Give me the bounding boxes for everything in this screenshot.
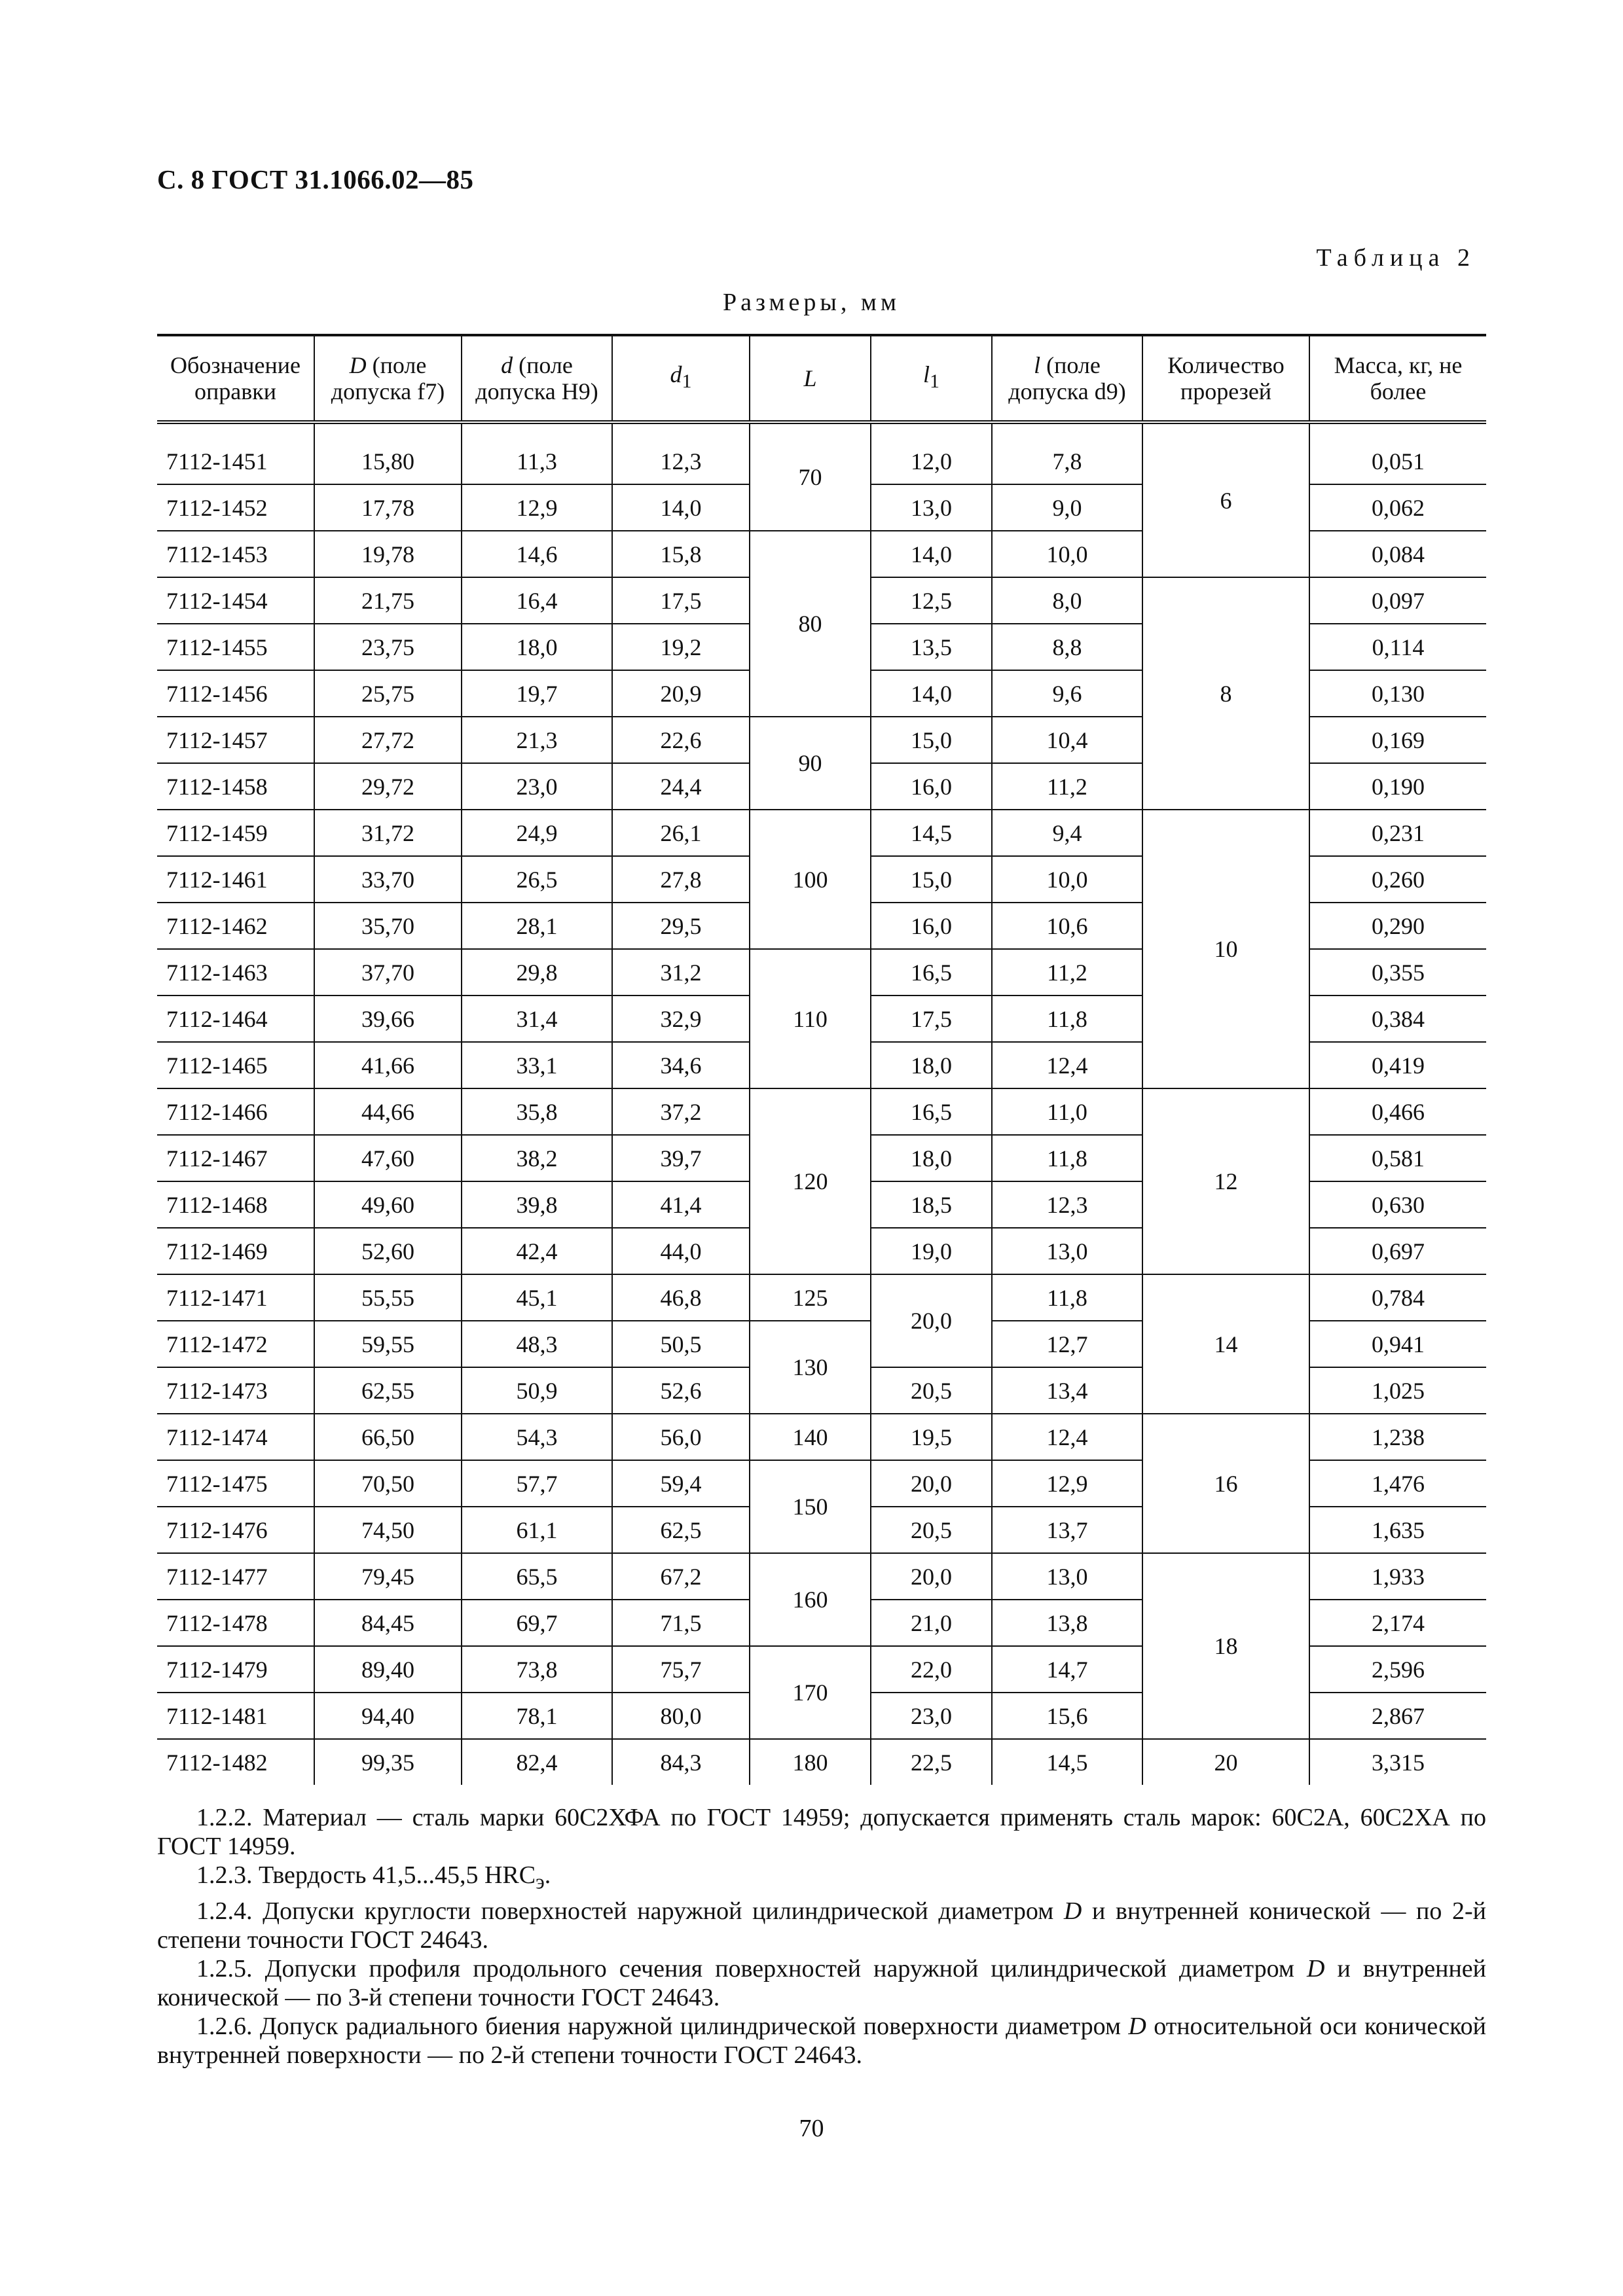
cell-d1: 56,0: [612, 1414, 750, 1460]
cell-code: 7112-1479: [157, 1646, 314, 1693]
cell-d1: 34,6: [612, 1042, 750, 1088]
cell-d1: 84,3: [612, 1739, 750, 1785]
cell-d: 50,9: [462, 1367, 612, 1414]
cell-D: 25,75: [314, 670, 462, 717]
cell-d1: 39,7: [612, 1135, 750, 1181]
cell-l1: 13,5: [871, 624, 992, 670]
cell-l: 10,0: [992, 856, 1142, 903]
cell-l1: 18,5: [871, 1181, 992, 1228]
column-header-1: [314, 335, 462, 422]
cell-d1: 67,2: [612, 1553, 750, 1600]
cell-mass: 3,315: [1309, 1739, 1486, 1785]
cell-L: 140: [750, 1414, 871, 1460]
cell-L: 70: [750, 422, 871, 531]
cell-l: 9,4: [992, 810, 1142, 856]
cell-l: 10,6: [992, 903, 1142, 949]
column-header-0: [157, 335, 314, 422]
cell-l: 15,6: [992, 1693, 1142, 1739]
cell-l: 11,0: [992, 1088, 1142, 1135]
cell-l1: 18,0: [871, 1135, 992, 1181]
cell-l1: 16,5: [871, 949, 992, 996]
cell-D: 37,70: [314, 949, 462, 996]
cell-l: 14,5: [992, 1739, 1142, 1785]
cell-L: 80: [750, 531, 871, 717]
cell-D: 15,80: [314, 422, 462, 484]
cell-mass: 0,419: [1309, 1042, 1486, 1088]
cell-mass: 0,290: [1309, 903, 1486, 949]
cell-l: 9,6: [992, 670, 1142, 717]
cell-D: 62,55: [314, 1367, 462, 1414]
cell-l1: 21,0: [871, 1600, 992, 1646]
cell-l: 11,8: [992, 996, 1142, 1042]
column-header-symbol: d: [670, 361, 682, 388]
cell-mass: 0,190: [1309, 763, 1486, 810]
page-number: 70: [799, 2115, 824, 2142]
cell-l1: 22,0: [871, 1646, 992, 1693]
cell-slots: 6: [1142, 422, 1309, 577]
paragraph: 1.2.3. Твердость 41,5...45,5 $HRC_э$.: [196, 1861, 551, 1893]
cell-code: 7112-1474: [157, 1414, 314, 1460]
cell-code: 7112-1459: [157, 810, 314, 856]
paragraph: 1.2.2. Материал — сталь марки 60С2ХФА по ГОСТ 14959; допускается применять сталь марок: 60С2А, 60С2ХА по ГОСТ 14959.: [157, 1804, 1486, 1860]
cell-d: 26,5: [462, 856, 612, 903]
cell-mass: 0,062: [1309, 484, 1486, 531]
cell-d: 11,3: [462, 422, 612, 484]
cell-d1: 71,5: [612, 1600, 750, 1646]
cell-l1: 15,0: [871, 856, 992, 903]
cell-code: 7112-1454: [157, 577, 314, 624]
table-caption: Таблица 2: [1316, 244, 1476, 272]
cell-d1: 32,9: [612, 996, 750, 1042]
cell-code: 7112-1475: [157, 1460, 314, 1507]
cell-mass: 2,867: [1309, 1693, 1486, 1739]
cell-code: 7112-1464: [157, 996, 314, 1042]
cell-D: 94,40: [314, 1693, 462, 1739]
cell-d: 33,1: [462, 1042, 612, 1088]
dimensions-table: [157, 334, 1486, 1785]
cell-mass: 1,933: [1309, 1553, 1486, 1600]
table-header-row: [157, 335, 1486, 422]
cell-L: 180: [750, 1739, 871, 1785]
cell-D: 17,78: [314, 484, 462, 531]
cell-d1: 24,4: [612, 763, 750, 810]
cell-mass: 0,697: [1309, 1228, 1486, 1274]
cell-l1: 22,5: [871, 1739, 992, 1785]
cell-code: 7112-1472: [157, 1321, 314, 1367]
cell-D: 47,60: [314, 1135, 462, 1181]
cell-code: 7112-1458: [157, 763, 314, 810]
cell-d1: 22,6: [612, 717, 750, 763]
table-row: [157, 1088, 1486, 1135]
cell-l: 9,0: [992, 484, 1142, 531]
cell-mass: 1,635: [1309, 1507, 1486, 1553]
cell-d1: 75,7: [612, 1646, 750, 1693]
cell-l1: 16,0: [871, 763, 992, 810]
column-header-subscript: 1: [930, 370, 939, 393]
cell-mass: 0,581: [1309, 1135, 1486, 1181]
cell-d1: 20,9: [612, 670, 750, 717]
cell-l: 13,0: [992, 1553, 1142, 1600]
column-header-4: [750, 335, 871, 422]
cell-d1: 44,0: [612, 1228, 750, 1274]
table-row: [157, 1739, 1486, 1785]
cell-l1: 19,0: [871, 1228, 992, 1274]
column-header-label: Обозначение оправки: [170, 352, 301, 404]
cell-d1: 14,0: [612, 484, 750, 531]
cell-code: 7112-1473: [157, 1367, 314, 1414]
cell-l: 8,8: [992, 624, 1142, 670]
cell-mass: 2,174: [1309, 1600, 1486, 1646]
cell-l1: 12,5: [871, 577, 992, 624]
cell-d: 61,1: [462, 1507, 612, 1553]
column-header-label: Количество прорезей: [1167, 352, 1285, 404]
cell-l: 13,0: [992, 1228, 1142, 1274]
cell-l1: 12,0: [871, 422, 992, 484]
cell-D: 49,60: [314, 1181, 462, 1228]
cell-code: 7112-1452: [157, 484, 314, 531]
cell-d: 28,1: [462, 903, 612, 949]
cell-code: 7112-1469: [157, 1228, 314, 1274]
cell-code: 7112-1468: [157, 1181, 314, 1228]
column-header-symbol: D: [349, 352, 367, 378]
cell-mass: 0,130: [1309, 670, 1486, 717]
cell-d: 54,3: [462, 1414, 612, 1460]
cell-l1: 14,0: [871, 531, 992, 577]
cell-code: 7112-1478: [157, 1600, 314, 1646]
cell-L: 120: [750, 1088, 871, 1274]
cell-slots: 18: [1142, 1553, 1309, 1739]
cell-L: 90: [750, 717, 871, 810]
cell-d: 23,0: [462, 763, 612, 810]
cell-d: 73,8: [462, 1646, 612, 1693]
cell-l1: 20,0: [871, 1274, 992, 1367]
cell-D: 29,72: [314, 763, 462, 810]
cell-code: 7112-1456: [157, 670, 314, 717]
dimensions-table-wrap: [157, 334, 1486, 1785]
cell-slots: 16: [1142, 1414, 1309, 1553]
cell-mass: 0,084: [1309, 531, 1486, 577]
cell-d: 14,6: [462, 531, 612, 577]
cell-l1: 13,0: [871, 484, 992, 531]
cell-D: 23,75: [314, 624, 462, 670]
cell-l: 12,7: [992, 1321, 1142, 1367]
cell-d: 57,7: [462, 1460, 612, 1507]
cell-code: 7112-1463: [157, 949, 314, 996]
cell-slots: 14: [1142, 1274, 1309, 1414]
cell-code: 7112-1476: [157, 1507, 314, 1553]
cell-code: 7112-1471: [157, 1274, 314, 1321]
cell-d: 31,4: [462, 996, 612, 1042]
cell-d: 35,8: [462, 1088, 612, 1135]
cell-l1: 20,0: [871, 1553, 992, 1600]
table-body: [157, 422, 1486, 1785]
cell-code: 7112-1477: [157, 1553, 314, 1600]
cell-D: 39,66: [314, 996, 462, 1042]
cell-l: 11,2: [992, 949, 1142, 996]
cell-D: 33,70: [314, 856, 462, 903]
paragraph: 1.2.4. Допуски круглости поверхностей наружной цилиндрической диаметром D и внутренней конической — по 2-й степени точности ГОСТ 24643.: [157, 1897, 1486, 1954]
cell-d1: 46,8: [612, 1274, 750, 1321]
table-row: [157, 1553, 1486, 1600]
cell-d1: 37,2: [612, 1088, 750, 1135]
cell-D: 31,72: [314, 810, 462, 856]
table-row: [157, 1414, 1486, 1460]
column-header-6: [992, 335, 1142, 422]
cell-D: 89,40: [314, 1646, 462, 1693]
cell-code: 7112-1462: [157, 903, 314, 949]
cell-l: 10,4: [992, 717, 1142, 763]
cell-d1: 62,5: [612, 1507, 750, 1553]
cell-code: 7112-1455: [157, 624, 314, 670]
cell-d1: 26,1: [612, 810, 750, 856]
cell-l: 8,0: [992, 577, 1142, 624]
cell-d1: 29,5: [612, 903, 750, 949]
cell-l: 7,8: [992, 422, 1142, 484]
column-header-symbol: l: [922, 361, 930, 388]
cell-mass: 1,476: [1309, 1460, 1486, 1507]
body-text: [157, 1803, 1486, 2070]
cell-code: 7112-1465: [157, 1042, 314, 1088]
column-header-7: [1142, 335, 1309, 422]
cell-L: 170: [750, 1646, 871, 1739]
cell-d: 12,9: [462, 484, 612, 531]
cell-D: 70,50: [314, 1460, 462, 1507]
cell-code: 7112-1481: [157, 1693, 314, 1739]
cell-l1: 16,0: [871, 903, 992, 949]
cell-l1: 20,5: [871, 1367, 992, 1414]
cell-D: 35,70: [314, 903, 462, 949]
column-header-label: Масса, кг, не более: [1334, 352, 1463, 404]
cell-L: 160: [750, 1553, 871, 1646]
cell-L: 130: [750, 1321, 871, 1414]
cell-d1: 27,8: [612, 856, 750, 903]
page-header: С. 8 ГОСТ 31.1066.02—85: [157, 164, 474, 194]
cell-l: 13,8: [992, 1600, 1142, 1646]
cell-l: 12,4: [992, 1042, 1142, 1088]
cell-l: 13,7: [992, 1507, 1142, 1553]
cell-l1: 15,0: [871, 717, 992, 763]
cell-d: 21,3: [462, 717, 612, 763]
cell-mass: 1,025: [1309, 1367, 1486, 1414]
cell-L: 110: [750, 949, 871, 1088]
cell-l: 14,7: [992, 1646, 1142, 1693]
table-head: [157, 335, 1486, 422]
cell-code: 7112-1461: [157, 856, 314, 903]
cell-L: 100: [750, 810, 871, 949]
cell-d: 19,7: [462, 670, 612, 717]
cell-d1: 31,2: [612, 949, 750, 996]
column-header-symbol: d: [501, 352, 513, 378]
cell-mass: 0,630: [1309, 1181, 1486, 1228]
cell-l1: 18,0: [871, 1042, 992, 1088]
cell-d: 24,9: [462, 810, 612, 856]
cell-d1: 80,0: [612, 1693, 750, 1739]
cell-l1: 14,0: [871, 670, 992, 717]
cell-l1: 20,0: [871, 1460, 992, 1507]
cell-l: 11,8: [992, 1274, 1142, 1321]
cell-D: 19,78: [314, 531, 462, 577]
table-row: [157, 1274, 1486, 1321]
column-header-2: [462, 335, 612, 422]
cell-D: 66,50: [314, 1414, 462, 1460]
cell-mass: 0,941: [1309, 1321, 1486, 1367]
column-header-note: (поле допуска H9): [475, 352, 598, 404]
paragraph: 1.2.6. Допуск радиального биения наружной цилиндрической поверхности диаметром D относительной оси конической внутренней поверхности — по 2-й степени точности ГОСТ 24643.: [157, 2012, 1486, 2069]
cell-d1: 19,2: [612, 624, 750, 670]
cell-D: 21,75: [314, 577, 462, 624]
cell-D: 59,55: [314, 1321, 462, 1367]
cell-l1: 16,5: [871, 1088, 992, 1135]
cell-mass: 0,384: [1309, 996, 1486, 1042]
cell-l: 10,0: [992, 531, 1142, 577]
cell-mass: 2,596: [1309, 1646, 1486, 1693]
cell-mass: 0,051: [1309, 422, 1486, 484]
cell-D: 79,45: [314, 1553, 462, 1600]
cell-d: 48,3: [462, 1321, 612, 1367]
cell-mass: 0,260: [1309, 856, 1486, 903]
cell-d: 82,4: [462, 1739, 612, 1785]
table-row: [157, 810, 1486, 856]
cell-l: 12,4: [992, 1414, 1142, 1460]
column-header-8: [1309, 335, 1486, 422]
units-caption: Размеры, мм: [722, 289, 900, 316]
cell-d: 29,8: [462, 949, 612, 996]
cell-mass: 0,231: [1309, 810, 1486, 856]
column-header-symbol: l: [1034, 352, 1041, 378]
cell-d1: 17,5: [612, 577, 750, 624]
cell-l: 11,8: [992, 1135, 1142, 1181]
cell-d1: 15,8: [612, 531, 750, 577]
cell-l1: 20,5: [871, 1507, 992, 1553]
cell-l: 12,9: [992, 1460, 1142, 1507]
cell-D: 55,55: [314, 1274, 462, 1321]
cell-l1: 14,5: [871, 810, 992, 856]
cell-slots: 10: [1142, 810, 1309, 1088]
cell-L: 150: [750, 1460, 871, 1553]
cell-D: 27,72: [314, 717, 462, 763]
cell-D: 41,66: [314, 1042, 462, 1088]
column-header-3: [612, 335, 750, 422]
cell-L: 125: [750, 1274, 871, 1321]
column-header-subscript: 1: [682, 370, 692, 393]
column-header-5: [871, 335, 992, 422]
cell-code: 7112-1467: [157, 1135, 314, 1181]
column-header-note: (поле допуска d9): [1008, 352, 1126, 404]
cell-code: 7112-1457: [157, 717, 314, 763]
cell-code: 7112-1466: [157, 1088, 314, 1135]
table-row: [157, 422, 1486, 484]
cell-d: 45,1: [462, 1274, 612, 1321]
cell-d: 39,8: [462, 1181, 612, 1228]
cell-l: 11,2: [992, 763, 1142, 810]
cell-slots: 20: [1142, 1739, 1309, 1785]
cell-mass: 0,169: [1309, 717, 1486, 763]
column-header-symbol: L: [803, 365, 817, 391]
cell-d: 18,0: [462, 624, 612, 670]
cell-D: 99,35: [314, 1739, 462, 1785]
cell-D: 84,45: [314, 1600, 462, 1646]
cell-l1: 17,5: [871, 996, 992, 1042]
cell-code: 7112-1453: [157, 531, 314, 577]
cell-slots: 12: [1142, 1088, 1309, 1274]
cell-mass: 0,114: [1309, 624, 1486, 670]
cell-d1: 59,4: [612, 1460, 750, 1507]
cell-mass: 0,355: [1309, 949, 1486, 996]
cell-l1: 23,0: [871, 1693, 992, 1739]
cell-d: 38,2: [462, 1135, 612, 1181]
cell-mass: 0,466: [1309, 1088, 1486, 1135]
paragraph: 1.2.5. Допуски профиля продольного сечения поверхностей наружной цилиндрической диаметром D и внутренней конической — по 3-й степени точности ГОСТ 24643.: [157, 1954, 1486, 2011]
cell-l1: 19,5: [871, 1414, 992, 1460]
cell-mass: 0,097: [1309, 577, 1486, 624]
cell-d: 78,1: [462, 1693, 612, 1739]
cell-slots: 8: [1142, 577, 1309, 810]
cell-d: 65,5: [462, 1553, 612, 1600]
cell-l: 13,4: [992, 1367, 1142, 1414]
column-header-note: (поле допуска f7): [331, 352, 445, 404]
cell-D: 52,60: [314, 1228, 462, 1274]
cell-code: 7112-1451: [166, 448, 268, 475]
cell-d: 69,7: [462, 1600, 612, 1646]
cell-d: 42,4: [462, 1228, 612, 1274]
cell-code: 7112-1482: [157, 1739, 314, 1785]
cell-d1: 50,5: [612, 1321, 750, 1367]
cell-mass: 0,784: [1309, 1274, 1486, 1321]
cell-D: 44,66: [314, 1088, 462, 1135]
cell-d1: 52,6: [612, 1367, 750, 1414]
cell-mass: 1,238: [1309, 1414, 1486, 1460]
cell-d1: 12,3: [612, 422, 750, 484]
cell-l: 12,3: [992, 1181, 1142, 1228]
cell-D: 74,50: [314, 1507, 462, 1553]
cell-d: 16,4: [462, 577, 612, 624]
cell-d1: 41,4: [612, 1181, 750, 1228]
